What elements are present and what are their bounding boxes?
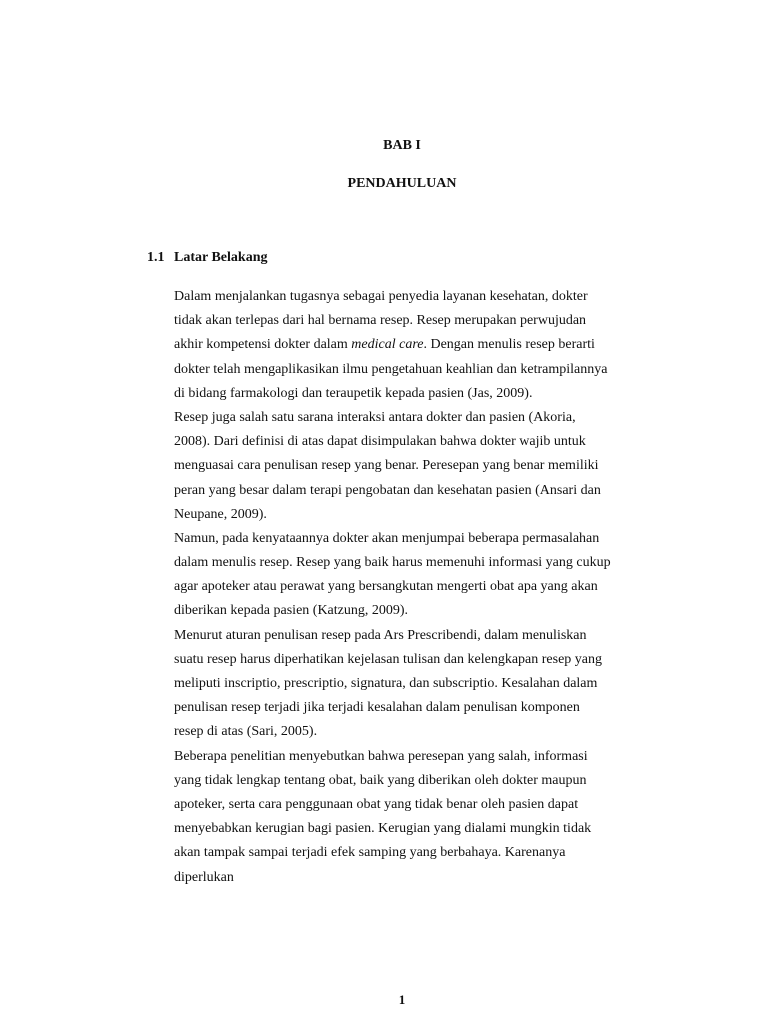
chapter-title: PENDAHULUAN bbox=[347, 176, 457, 191]
italic-term: medical care bbox=[351, 337, 424, 353]
text-line: akan tampak sampai terjadi efek samping yang berbahaya. Karenanya bbox=[174, 845, 566, 861]
text-line: dokter telah mengaplikasikan ilmu pengetahuan keahlian dan ketrampilannya bbox=[174, 361, 608, 377]
text-line: suatu resep harus diperhatikan kejelasan tulisan dan kelengkapan resep yang bbox=[174, 651, 603, 667]
text-line: penulisan resep terjadi jika terjadi kesalahan dalam penulisan komponen bbox=[174, 700, 580, 716]
text-line: menyebabkan kerugian bagi pasien. Kerugian yang dialami mungkin tidak bbox=[174, 821, 592, 837]
text-line: apoteker, serta cara penggunaan obat yang tidak benar oleh pasien dapat bbox=[174, 796, 579, 812]
text-line-end: . Dengan menulis resep berarti bbox=[423, 337, 595, 353]
text-line: meliputi inscriptio, prescriptio, signatura, dan subscriptio. Kesalahan dalam bbox=[174, 676, 598, 691]
text-line: peran yang besar dalam terapi pengobatan dan kesehatan pasien (Ansari dan bbox=[174, 482, 601, 498]
body-text bbox=[174, 285, 674, 890]
text-line: tidak akan terlepas dari hal bernama resep. Resep merupakan perwujudan bbox=[174, 313, 587, 329]
text-line: menguasai cara penulisan resep yang benar. Peresepan yang benar memiliki bbox=[174, 458, 599, 474]
text-line: Neupane, 2009). bbox=[174, 506, 267, 522]
text-line: dalam menulis resep. Resep yang baik harus memenuhi informasi yang cukup bbox=[174, 555, 611, 571]
text-line: Menurut aturan penulisan resep pada Ars Prescribendi, dalam menuliskan bbox=[174, 627, 587, 643]
text-line: Dalam menjalankan tugasnya sebagai penyedia layanan kesehatan, dokter bbox=[174, 289, 588, 304]
section-heading bbox=[147, 249, 267, 267]
text-line: Resep juga salah satu sarana interaksi antara dokter dan pasien (Akoria, bbox=[174, 409, 576, 425]
text-line: 2008). Dari definisi di atas dapat disimpulakan bahwa dokter wajib untuk bbox=[174, 434, 586, 450]
text-line: Beberapa penelitian menyebutkan bahwa peresepan yang salah, informasi bbox=[174, 748, 588, 764]
text-line: resep di atas (Sari, 2005). bbox=[174, 724, 318, 740]
text-line: agar apoteker atau perawat yang bersangkutan mengerti obat apa yang akan bbox=[174, 579, 598, 595]
chapter-number: BAB I bbox=[383, 138, 421, 153]
text-line-start: akhir kompetensi dokter dalam bbox=[174, 337, 352, 353]
text-line: Namun, pada kenyataannya dokter akan menjumpai beberapa permasalahan bbox=[174, 530, 600, 546]
text-line: di bidang farmakologi dan teraupetik kepada pasien (Jas, 2009). bbox=[174, 385, 533, 401]
section-number: 1.1 bbox=[147, 250, 165, 265]
text-line: diperlukan bbox=[174, 869, 234, 885]
page-number: 1 bbox=[398, 992, 406, 1007]
text-line: yang tidak lengkap tentang obat, baik yang diberikan oleh dokter maupun bbox=[174, 772, 587, 788]
text-line: diberikan kepada pasien (Katzung, 2009). bbox=[174, 603, 409, 619]
text-line bbox=[174, 333, 674, 357]
section-title: Latar Belakang bbox=[174, 250, 268, 265]
